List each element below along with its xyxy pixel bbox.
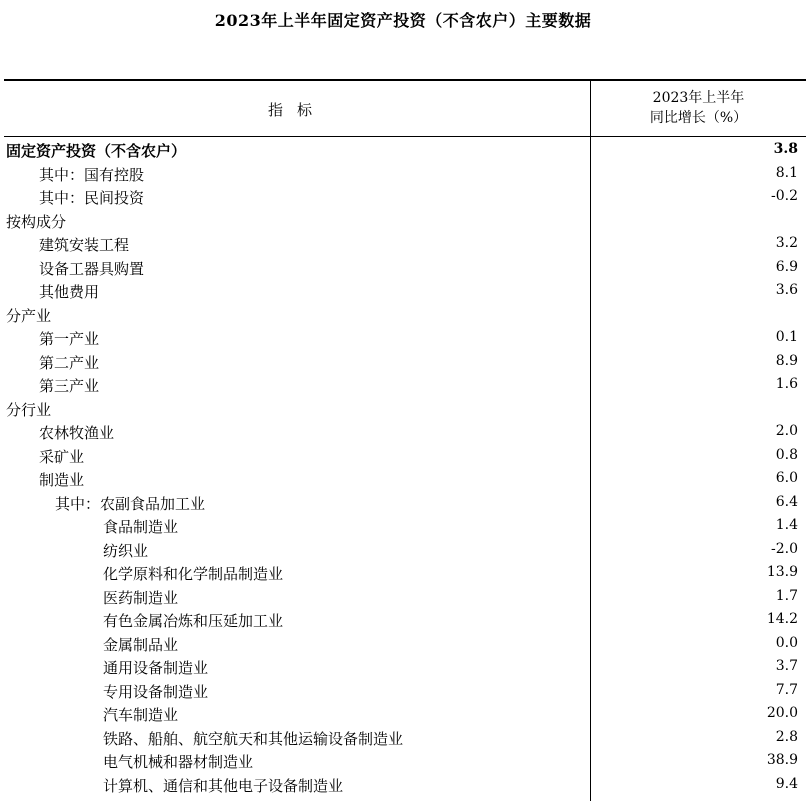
row-value: 2.8 (775, 728, 798, 745)
table-row (4, 138, 806, 162)
table-row (4, 749, 806, 773)
row-label: 分行业 (6, 400, 52, 419)
row-value: 3.7 (775, 658, 798, 674)
row-label: 电气机械和器材制造业 (103, 753, 254, 771)
row-label: 金属制品业 (103, 635, 179, 654)
column-header-value-line2: 同比增长（%） (649, 110, 748, 126)
row-label: 固定资产投资（不含农户） (6, 142, 187, 160)
row-label: 设备工器具购置 (39, 259, 145, 278)
data-table (4, 79, 806, 801)
page-title: 2023年上半年固定资产投资（不含农户）主要数据 (214, 11, 592, 30)
row-label: 制造业 (39, 471, 85, 489)
row-label: 建筑安装工程 (39, 236, 130, 254)
row-value: 6.0 (775, 470, 798, 486)
table-row (4, 491, 806, 515)
row-value: 0.8 (775, 446, 798, 463)
row-value: 0.1 (775, 329, 798, 345)
row-value: 3.2 (775, 235, 798, 251)
row-value: 1.4 (775, 517, 798, 533)
row-value: 8.9 (775, 352, 798, 369)
row-label: 第二产业 (39, 353, 100, 372)
table-row (4, 232, 806, 256)
column-header-value (591, 88, 806, 128)
table-body (4, 138, 806, 796)
row-label: 按构成分 (6, 212, 67, 231)
row-label: 分产业 (6, 306, 52, 325)
row-label: 铁路、船舶、航空航天和其他运输设备制造业 (103, 729, 404, 748)
column-header-value-line1: 2023年上半年 (652, 90, 745, 106)
row-value: 3.6 (775, 282, 798, 298)
row-value: 20.0 (766, 705, 798, 721)
table-row (4, 726, 806, 750)
row-label: 计算机、通信和其他电子设备制造业 (103, 776, 344, 795)
row-value: 2.0 (775, 423, 798, 439)
row-label: 第三产业 (39, 377, 100, 395)
row-value: 3.8 (773, 141, 798, 157)
table-row (4, 350, 806, 374)
row-value: 1.6 (775, 376, 798, 392)
table-row (4, 279, 806, 303)
row-value: 38.9 (766, 752, 798, 768)
row-value: 6.4 (775, 493, 798, 510)
table-row (4, 162, 806, 186)
table-row (4, 326, 806, 350)
row-label: 医药制造业 (103, 588, 179, 607)
table-row (4, 209, 806, 233)
table-row (4, 561, 806, 585)
row-value: 0.0 (775, 634, 798, 651)
row-label: 食品制造业 (103, 518, 179, 536)
row-value: 1.7 (775, 587, 798, 604)
row-label: 通用设备制造业 (103, 659, 209, 677)
table-row (4, 679, 806, 703)
table-row (4, 444, 806, 468)
table-row (4, 397, 806, 421)
row-value: 6.9 (775, 258, 798, 275)
row-label: 化学原料和化学制品制造业 (103, 565, 284, 583)
row-label: 采矿业 (39, 447, 85, 466)
row-value: 13.9 (766, 564, 798, 580)
column-header-indicator: 指标 (267, 101, 326, 119)
table-row (4, 608, 806, 632)
row-label: 汽车制造业 (103, 706, 179, 724)
row-value: -2.0 (771, 540, 798, 557)
table-top-rule (4, 79, 806, 81)
row-label: 第一产业 (39, 330, 100, 348)
row-label: 有色金属冶炼和压延加工业 (103, 612, 284, 630)
row-label: 纺织业 (103, 541, 149, 560)
table-row (4, 256, 806, 280)
row-value: 8.1 (775, 164, 798, 181)
table-row (4, 655, 806, 679)
row-label: 其中：农副食品加工业 (55, 494, 206, 513)
row-value: 14.2 (766, 611, 798, 627)
table-row (4, 303, 806, 327)
row-label: 专用设备制造业 (103, 682, 209, 701)
table-row (4, 632, 806, 656)
row-value: 9.4 (775, 775, 798, 792)
row-label: 农林牧渔业 (39, 424, 115, 442)
table-row (4, 185, 806, 209)
table-row (4, 467, 806, 491)
table-row (4, 773, 806, 797)
table-row (4, 373, 806, 397)
table-row (4, 420, 806, 444)
table-row (4, 702, 806, 726)
row-label: 其他费用 (39, 283, 100, 301)
table-row (4, 538, 806, 562)
table-row (4, 514, 806, 538)
row-label: 其中：民间投资 (39, 189, 145, 207)
table-row (4, 585, 806, 609)
row-label: 其中：国有控股 (39, 165, 145, 184)
row-value: -0.2 (771, 188, 798, 204)
table-header-rule (4, 136, 806, 137)
row-value: 7.7 (775, 681, 798, 698)
